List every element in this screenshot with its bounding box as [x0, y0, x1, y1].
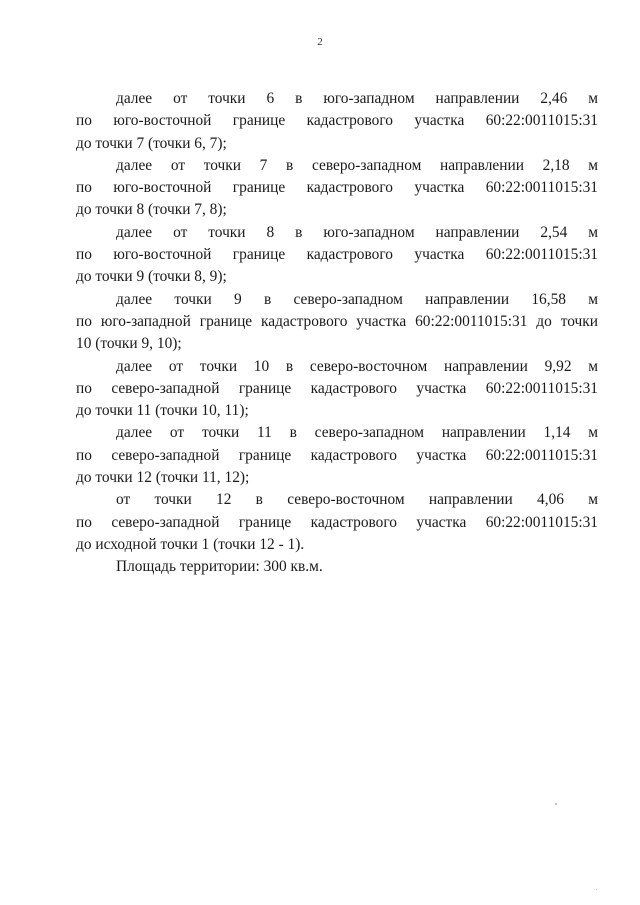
- paragraph-line: по юго-западной границе кадастрового участка 60:22:0011015:31 до точки: [76, 312, 598, 330]
- paragraph-6: [76, 422, 598, 489]
- paragraph-line: до исходной точки 1 (точки 12 - 1).: [76, 535, 305, 553]
- scan-speck: [596, 889, 597, 890]
- paragraph-line: по юго-восточной границе кадастрового участка 60:22:0011015:31: [76, 179, 598, 197]
- paragraph-1: [76, 88, 598, 155]
- paragraph-line: по северо-западной границе кадастрового участка 60:22:0011015:31: [76, 379, 598, 397]
- paragraph-line: по юго-восточной границе кадастрового участка 60:22:0011015:31: [76, 112, 598, 130]
- paragraph-line: по юго-восточной границе кадастрового участка 60:22:0011015:31: [76, 246, 598, 264]
- paragraph-line: по северо-западной границе кадастрового участка 60:22:0011015:31: [76, 513, 598, 531]
- paragraph-7: [76, 489, 598, 556]
- document-body: [76, 88, 598, 579]
- paragraph-line: по северо-западной границе кадастрового участка 60:22:0011015:31: [76, 446, 598, 464]
- scan-speck: [555, 803, 557, 805]
- paragraph-line: далее точки 9 в северо-западном направлении 16,58 м: [116, 290, 598, 308]
- page-number: 2: [317, 36, 323, 48]
- paragraph-line: 10 (точки 9, 10);: [76, 335, 182, 353]
- paragraph-line: далее от точки 6 в юго-западном направлении 2,46 м: [116, 90, 598, 107]
- paragraph-line: далее от точки 10 в северо-восточном направлении 9,92 м: [116, 357, 598, 375]
- paragraph-line: далее от точки 7 в северо-западном направлении 2,18 м: [116, 156, 598, 174]
- paragraph-line: до точки 9 (точки 8, 9);: [76, 268, 227, 286]
- paragraph-2: [76, 155, 598, 222]
- paragraph-5: [76, 356, 598, 423]
- paragraph-line: до точки 12 (точки 11, 12);: [76, 469, 250, 487]
- paragraph-4: [76, 289, 598, 356]
- paragraph-line: от точки 12 в северо-восточном направлении 4,06 м: [116, 491, 598, 509]
- area-statement: Площадь территории: 300 кв.м.: [116, 558, 323, 576]
- paragraph-line: далее от точки 8 в юго-западном направлении 2,54 м: [116, 223, 598, 241]
- paragraph-line: до точки 7 (точки 6, 7);: [76, 134, 227, 152]
- paragraph-3: [76, 222, 598, 289]
- paragraph-line: до точки 8 (точки 7, 8);: [76, 201, 227, 219]
- paragraph-line: далее от точки 11 в северо-западном направлении 1,14 м: [116, 424, 598, 442]
- paragraph-line: до точки 11 (точки 10, 11);: [76, 402, 249, 420]
